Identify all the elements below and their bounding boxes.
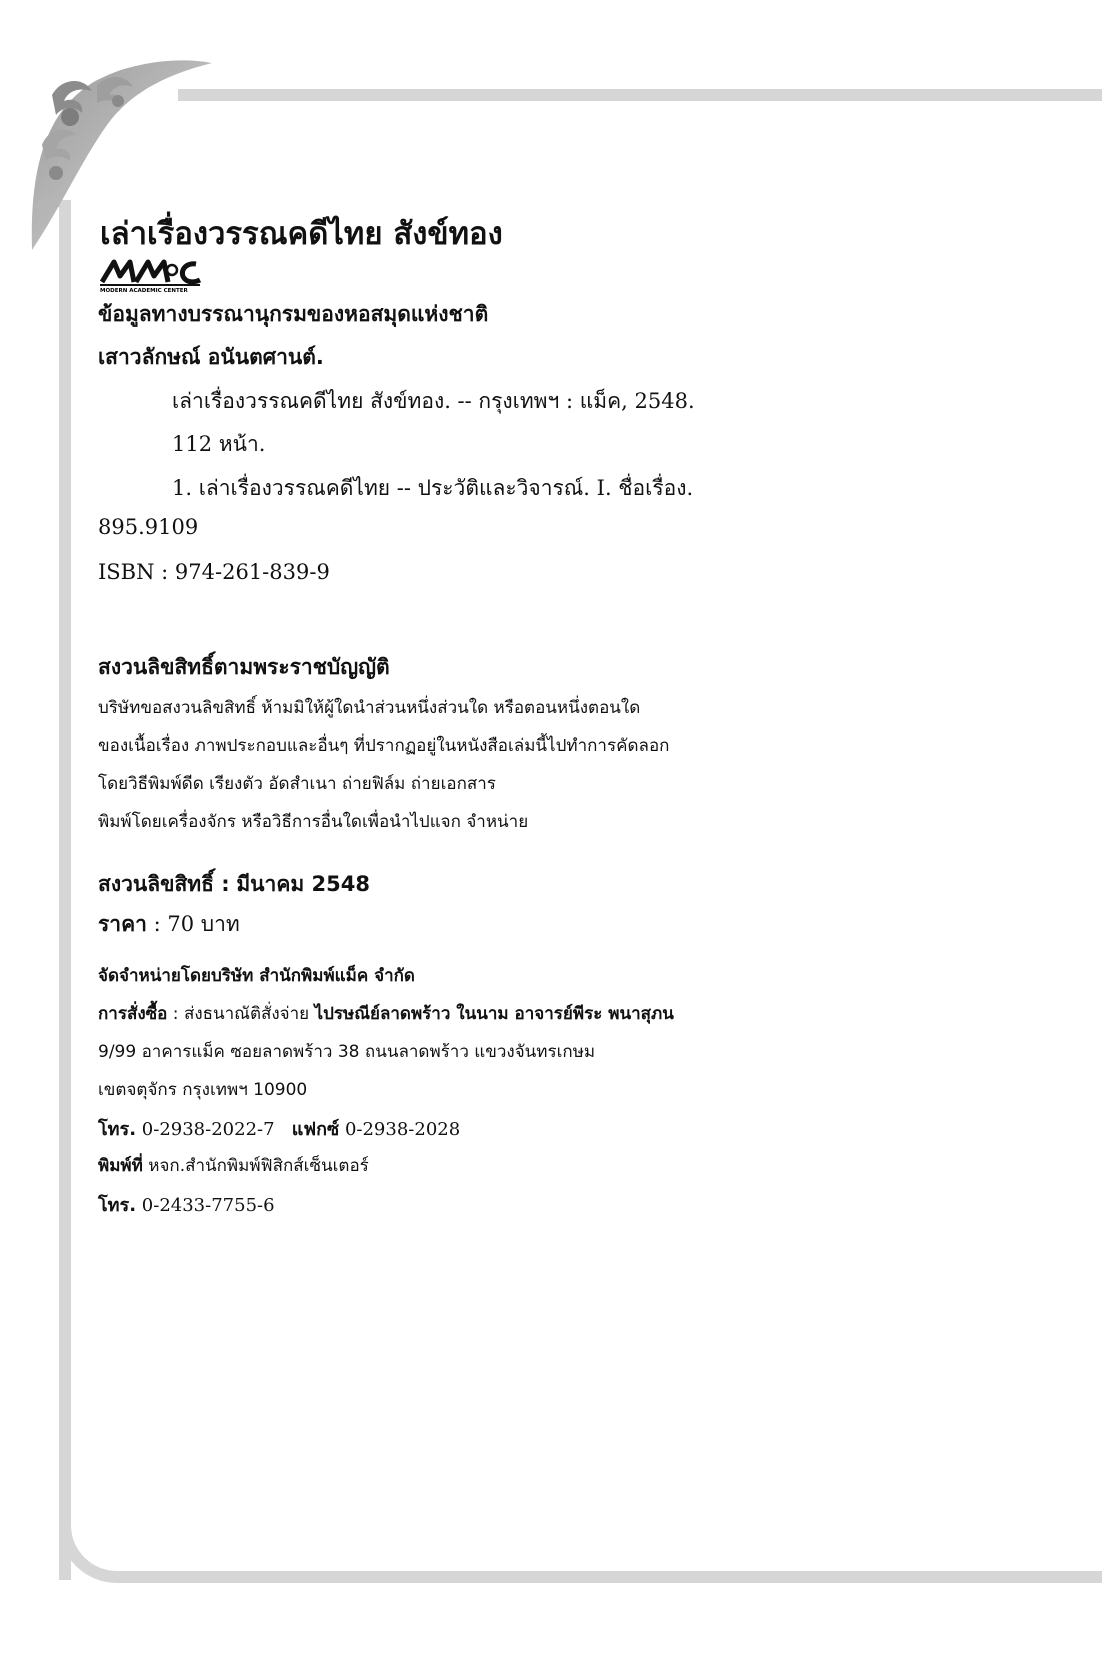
printer-tel-label: โทร.: [98, 1195, 137, 1216]
copyright-date: [98, 868, 370, 901]
order-label: การสั่งซื้อ: [98, 1004, 168, 1024]
price-label: ราคา: [98, 912, 147, 936]
contact-phone-fax: [98, 1114, 460, 1143]
copyright-date-label: สงวนลิขสิทธิ์ :: [98, 872, 230, 896]
cataloging-classification: 895.9109: [98, 515, 199, 539]
copyright-line-4: พิมพ์โดยเครื่องจักร หรือวิธีการอื่นใดเพื่อนำไปแจก จำหน่าย: [98, 812, 529, 832]
cataloging-subject-line: 1. เล่าเรื่องวรรณคดีไทย -- ประวัติและวิจารณ์. I. ชื่อเรื่อง.: [172, 476, 694, 500]
order-separator: :: [167, 1004, 184, 1024]
price-value: : 70 บาท: [153, 912, 240, 936]
logo-subtitle: MODERN ACADEMIC CENTER: [100, 288, 188, 294]
printer-phone: [98, 1190, 275, 1219]
order-payee: ไปรษณีย์ลาดพร้าว ในนาม อาจารย์พีระ พนาสุภน: [314, 1004, 674, 1024]
tel-label: โทร.: [98, 1119, 137, 1140]
printer-label: พิมพ์ที่: [98, 1156, 143, 1176]
distributor: จัดจำหน่ายโดยบริษัท สำนักพิมพ์แม็ค จำกัด: [98, 966, 415, 986]
address-line-2: เขตจตุจักร กรุงเทพฯ 10900: [98, 1080, 308, 1100]
cataloging-heading: ข้อมูลทางบรรณานุกรมของหอสมุดแห่งชาติ: [98, 302, 489, 326]
printer-tel-value: 0-2433-7755-6: [141, 1195, 275, 1216]
mac-publisher-logo: [100, 254, 210, 294]
price: [98, 908, 240, 941]
copyright-line-1: บริษัทขอสงวนลิขสิทธิ์ ห้ามมิให้ผู้ใดนำส่วนหนึ่งส่วนใด หรือตอนหนึ่งตอนใด: [98, 698, 641, 718]
tel-value: 0-2938-2022-7: [141, 1119, 275, 1140]
address-line-1: 9/99 อาคารแม็ค ซอยลาดพร้าว 38 ถนนลาดพร้าว แขวงจันทรเกษม: [98, 1042, 596, 1062]
copyright-line-2: ของเนื้อเรื่อง ภาพประกอบและอื่นๆ ที่ปรากฏอยู่ในหนังสือเล่มนี้ไปทำการคัดลอก: [98, 736, 670, 756]
copyright-date-value: มีนาคม 2548: [236, 872, 370, 896]
printer-info: [98, 1152, 369, 1179]
cataloging-author: เสาวลักษณ์ อนันตศานต์.: [98, 345, 324, 369]
order-method: ส่งธนาณัติสั่งจ่าย: [183, 1004, 310, 1024]
cataloging-pages: 112 หน้า.: [172, 432, 266, 456]
frame-top-border: [178, 89, 1102, 101]
cataloging-title-line: เล่าเรื่องวรรณคดีไทย สังข์ทอง. -- กรุงเทพฯ : แม็ค, 2548.: [172, 389, 695, 413]
cataloging-isbn: ISBN : 974-261-839-9: [98, 560, 330, 584]
book-title: เล่าเรื่องวรรณคดีไทย สังข์ทอง: [100, 216, 503, 252]
fax-value: 0-2938-2028: [344, 1119, 461, 1140]
copyright-line-3: โดยวิธีพิมพ์ดีด เรียงตัว อัดสำเนา ถ่ายฟิล์ม ถ่ายเอกสาร: [98, 774, 496, 794]
copyright-heading: สงวนลิขสิทธิ์ตามพระราชบัญญัติ: [98, 655, 390, 679]
frame-left-border: [59, 200, 71, 1580]
printer-value: หจก.สำนักพิมพ์ฟิสิกส์เซ็นเตอร์: [148, 1156, 369, 1176]
frame-bottom-border: [120, 1571, 1102, 1583]
fax-label: แฟกซ์: [291, 1119, 340, 1140]
order-info: [98, 1000, 674, 1027]
